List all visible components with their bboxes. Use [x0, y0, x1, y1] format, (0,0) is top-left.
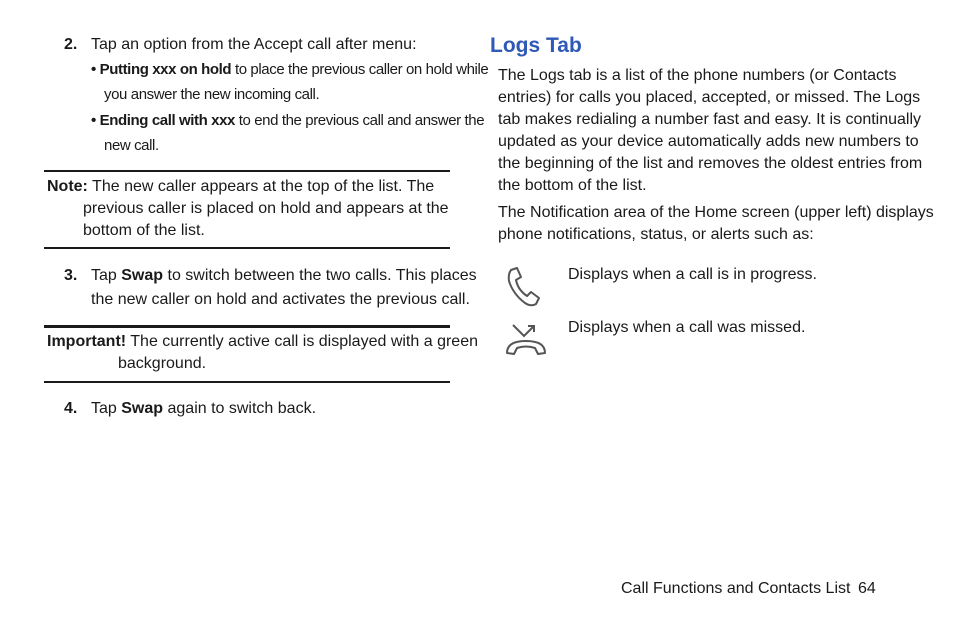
note-top-rule [44, 170, 450, 172]
bullet-line2: you answer the new incoming call. [104, 86, 320, 103]
paragraph-1: The Logs tab is a list of the phone numbers (or Contacts entries) for calls you placed, accepted, or missed. The Logs tab makes redialing a number fast and easy. It is continually updated as your device automatically adds new numbers to the beginning of the list and removes the oldest entries from the bottom of the list. [498, 67, 923, 194]
icon-description: Displays when a call was missed. [568, 319, 806, 336]
important-top-rule [44, 325, 450, 328]
bullet-bold: Ending call with xxx [99, 112, 235, 129]
important-line1: Important! The currently active call is displayed with a green [47, 333, 478, 350]
bullet-text: to place the previous caller on hold while [231, 61, 489, 78]
step-3-line2: the new caller on hold and activates the previous call. [91, 291, 470, 308]
page-number: 64 [858, 580, 876, 597]
footer-title: Call Functions and Contacts List [621, 580, 851, 597]
section-heading: Logs Tab [490, 34, 582, 57]
important-label: Important! [47, 333, 127, 350]
bullet-item: • Ending call with xxx to end the previous call and answer the [91, 112, 485, 129]
step-number: 2. [64, 36, 78, 53]
step-2-text: Tap an option from the Accept call after menu: [91, 36, 417, 53]
bullet-line2: new call. [104, 137, 159, 154]
note-line3: bottom of the list. [83, 222, 205, 239]
icon-description: Displays when a call is in progress. [568, 266, 817, 283]
important-line2: background. [118, 355, 207, 372]
step-3-number: 3. [64, 267, 78, 284]
note-bottom-rule [44, 247, 450, 249]
bullet-text: to end the previous call and answer the [235, 112, 485, 129]
bullet-bold: Putting xxx on hold [99, 61, 232, 78]
note-line1: Note: The new caller appears at the top of the list. The [47, 178, 435, 195]
bullet-item: • Putting xxx on hold to place the previous caller on hold while [91, 61, 489, 78]
paragraph-2: The Notification area of the Home screen (upper left) displays phone notifications, status, or alerts such as: [498, 204, 934, 243]
phone-in-progress-icon [505, 266, 545, 308]
step-4-text: Tap Swap again to switch back. [91, 400, 317, 417]
step-4-number: 4. [64, 400, 78, 417]
missed-call-icon [504, 321, 548, 357]
important-bottom-rule [44, 381, 450, 383]
note-line2: previous caller is placed on hold and appears at the [83, 200, 449, 217]
step-2 [64, 34, 77, 56]
note-label: Note: [47, 178, 88, 195]
step-3-text: Tap Swap to switch between the two calls. This places [91, 267, 477, 284]
